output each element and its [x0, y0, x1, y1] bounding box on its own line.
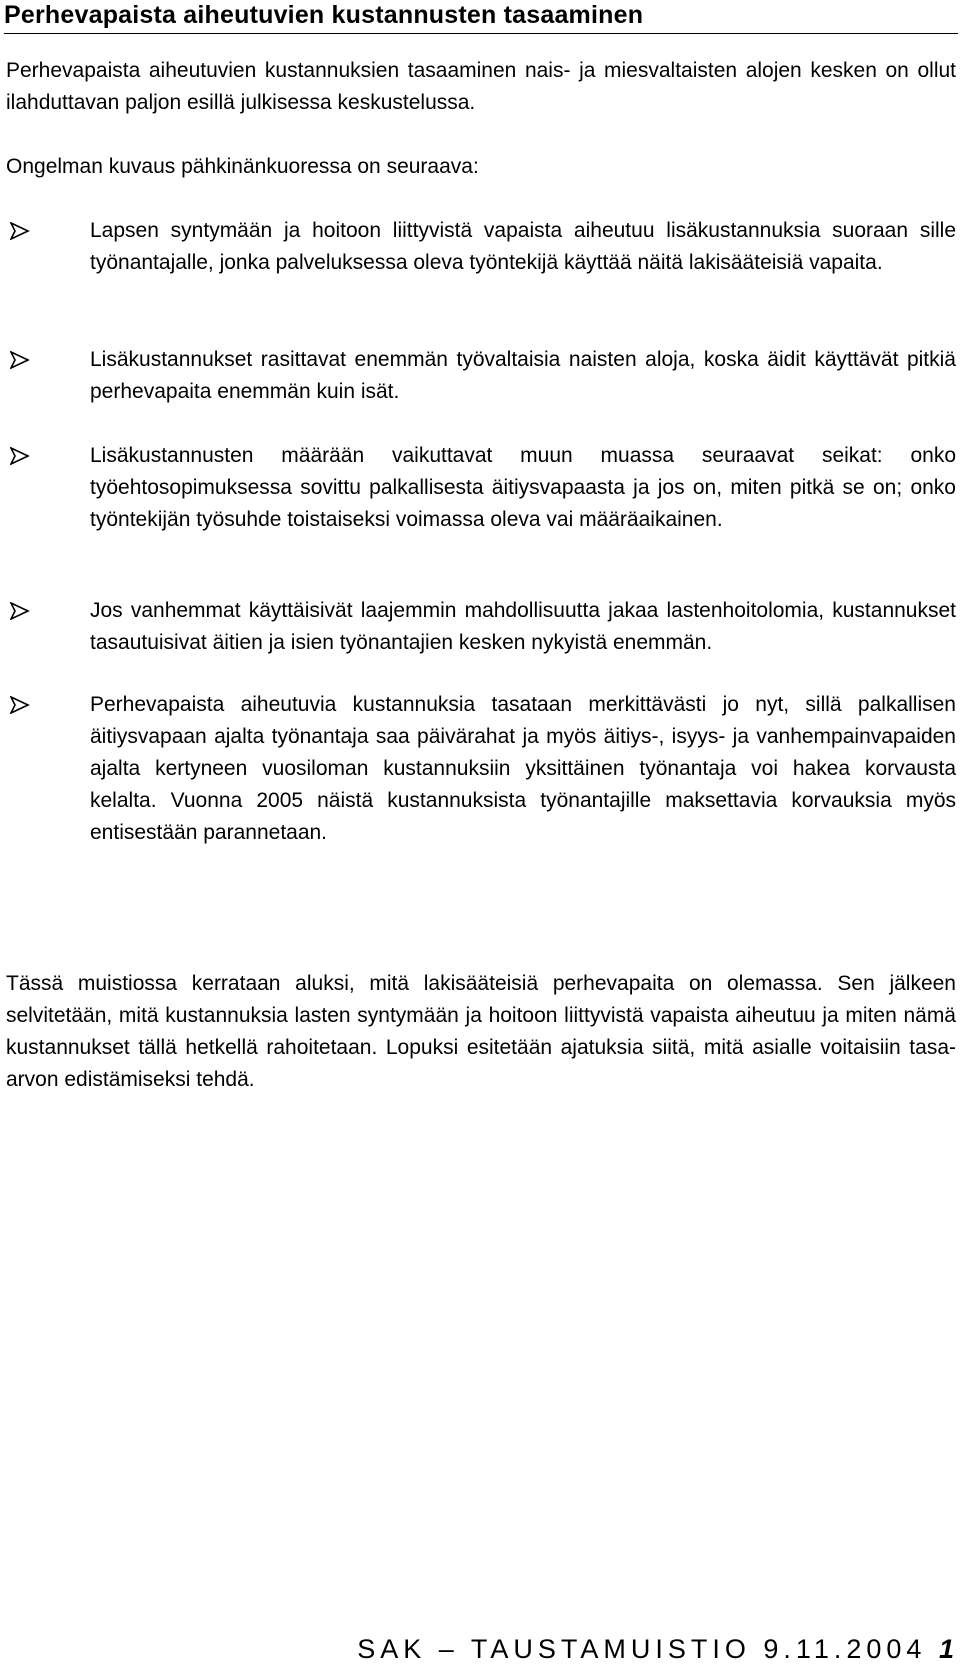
bullet-text: Lapsen syntymään ja hoitoon liittyvistä vapaista aiheutuu lisäkustannuksia suoraan sille työnantajalle, jonka palveluksessa oleva työntekijä käyttää näitä lakisääteisiä vapaita.: [90, 219, 956, 274]
bullet-text: Lisäkustannukset rasittavat enemmän työvaltaisia naisten aloja, koska äidit käyttävät pitkiä perhevapaita enemmän kuin isät.: [90, 348, 956, 403]
bullet-text: Jos vanhemmat käyttäisivät laajemmin mahdollisuutta jakaa lastenhoitolomia, kustannukset tasautuisivat äitien ja isien työnantajien kesken nykyistä enemmän.: [90, 599, 956, 654]
title-underline: [4, 33, 958, 34]
arrowhead-bullet-icon: [10, 222, 30, 240]
document-title: Perhevapaista aiheutuvien kustannusten tasaaminen: [4, 1, 644, 29]
arrowhead-bullet-icon: [10, 602, 30, 620]
page-footer: [357, 1632, 954, 1666]
arrowhead-bullet-icon: [10, 447, 30, 465]
lead-paragraph: Ongelman kuvaus pähkinänkuoressa on seuraava:: [6, 155, 479, 178]
closing-paragraph: Tässä muistiossa kerrataan aluksi, mitä lakisääteisiä perhevapaita on olemassa. Sen jälkeen selvitetään, mitä kustannuksia lasten syntymään ja hoitoon liittyvistä vapaista aiheutuu ja miten nämä kustannukset tällä hetkellä rahoitetaan. Lopuksi esitetään ajatuksia siitä, mitä asialle voitaisiin tasa-arvon edistämiseksi tehdä.: [6, 972, 956, 1091]
footer-label: SAK – TAUSTAMUISTIO 9.11.2004: [357, 1634, 927, 1664]
arrowhead-bullet-icon: [10, 351, 30, 369]
bullet-text: Lisäkustannusten määrään vaikuttavat muun muassa seuraavat seikat: onko työehtosopimuksessa sovittu palkallisesta äitiysvapaasta ja jos on, miten pitkä se on; onko työntekijän työsuhde toistaiseksi voimassa oleva vai määräaikainen.: [90, 444, 956, 531]
arrowhead-bullet-icon: [10, 696, 30, 714]
page-number: 1: [938, 1634, 954, 1664]
intro-paragraph: Perhevapaista aiheutuvien kustannuksien tasaaminen nais- ja miesvaltaisten alojen kesken on ollut ilahduttavan paljon esillä julkisessa keskustelussa.: [6, 59, 956, 114]
bullet-text: Perhevapaista aiheutuvia kustannuksia tasataan merkittävästi jo nyt, sillä palkallisen äitiysvapaan ajalta työnantaja saa päivärahat ja myös äitiys-, isyys- ja vanhempainvapaiden ajalta kertyneen vuosiloman kustannuksiin yksittäinen työnantaja voi hakea korvausta kelalta. Vuonna 2005 näistä kustannuksista työnantajille maksettavia korvauksia myös entisestään parannetaan.: [90, 693, 956, 844]
